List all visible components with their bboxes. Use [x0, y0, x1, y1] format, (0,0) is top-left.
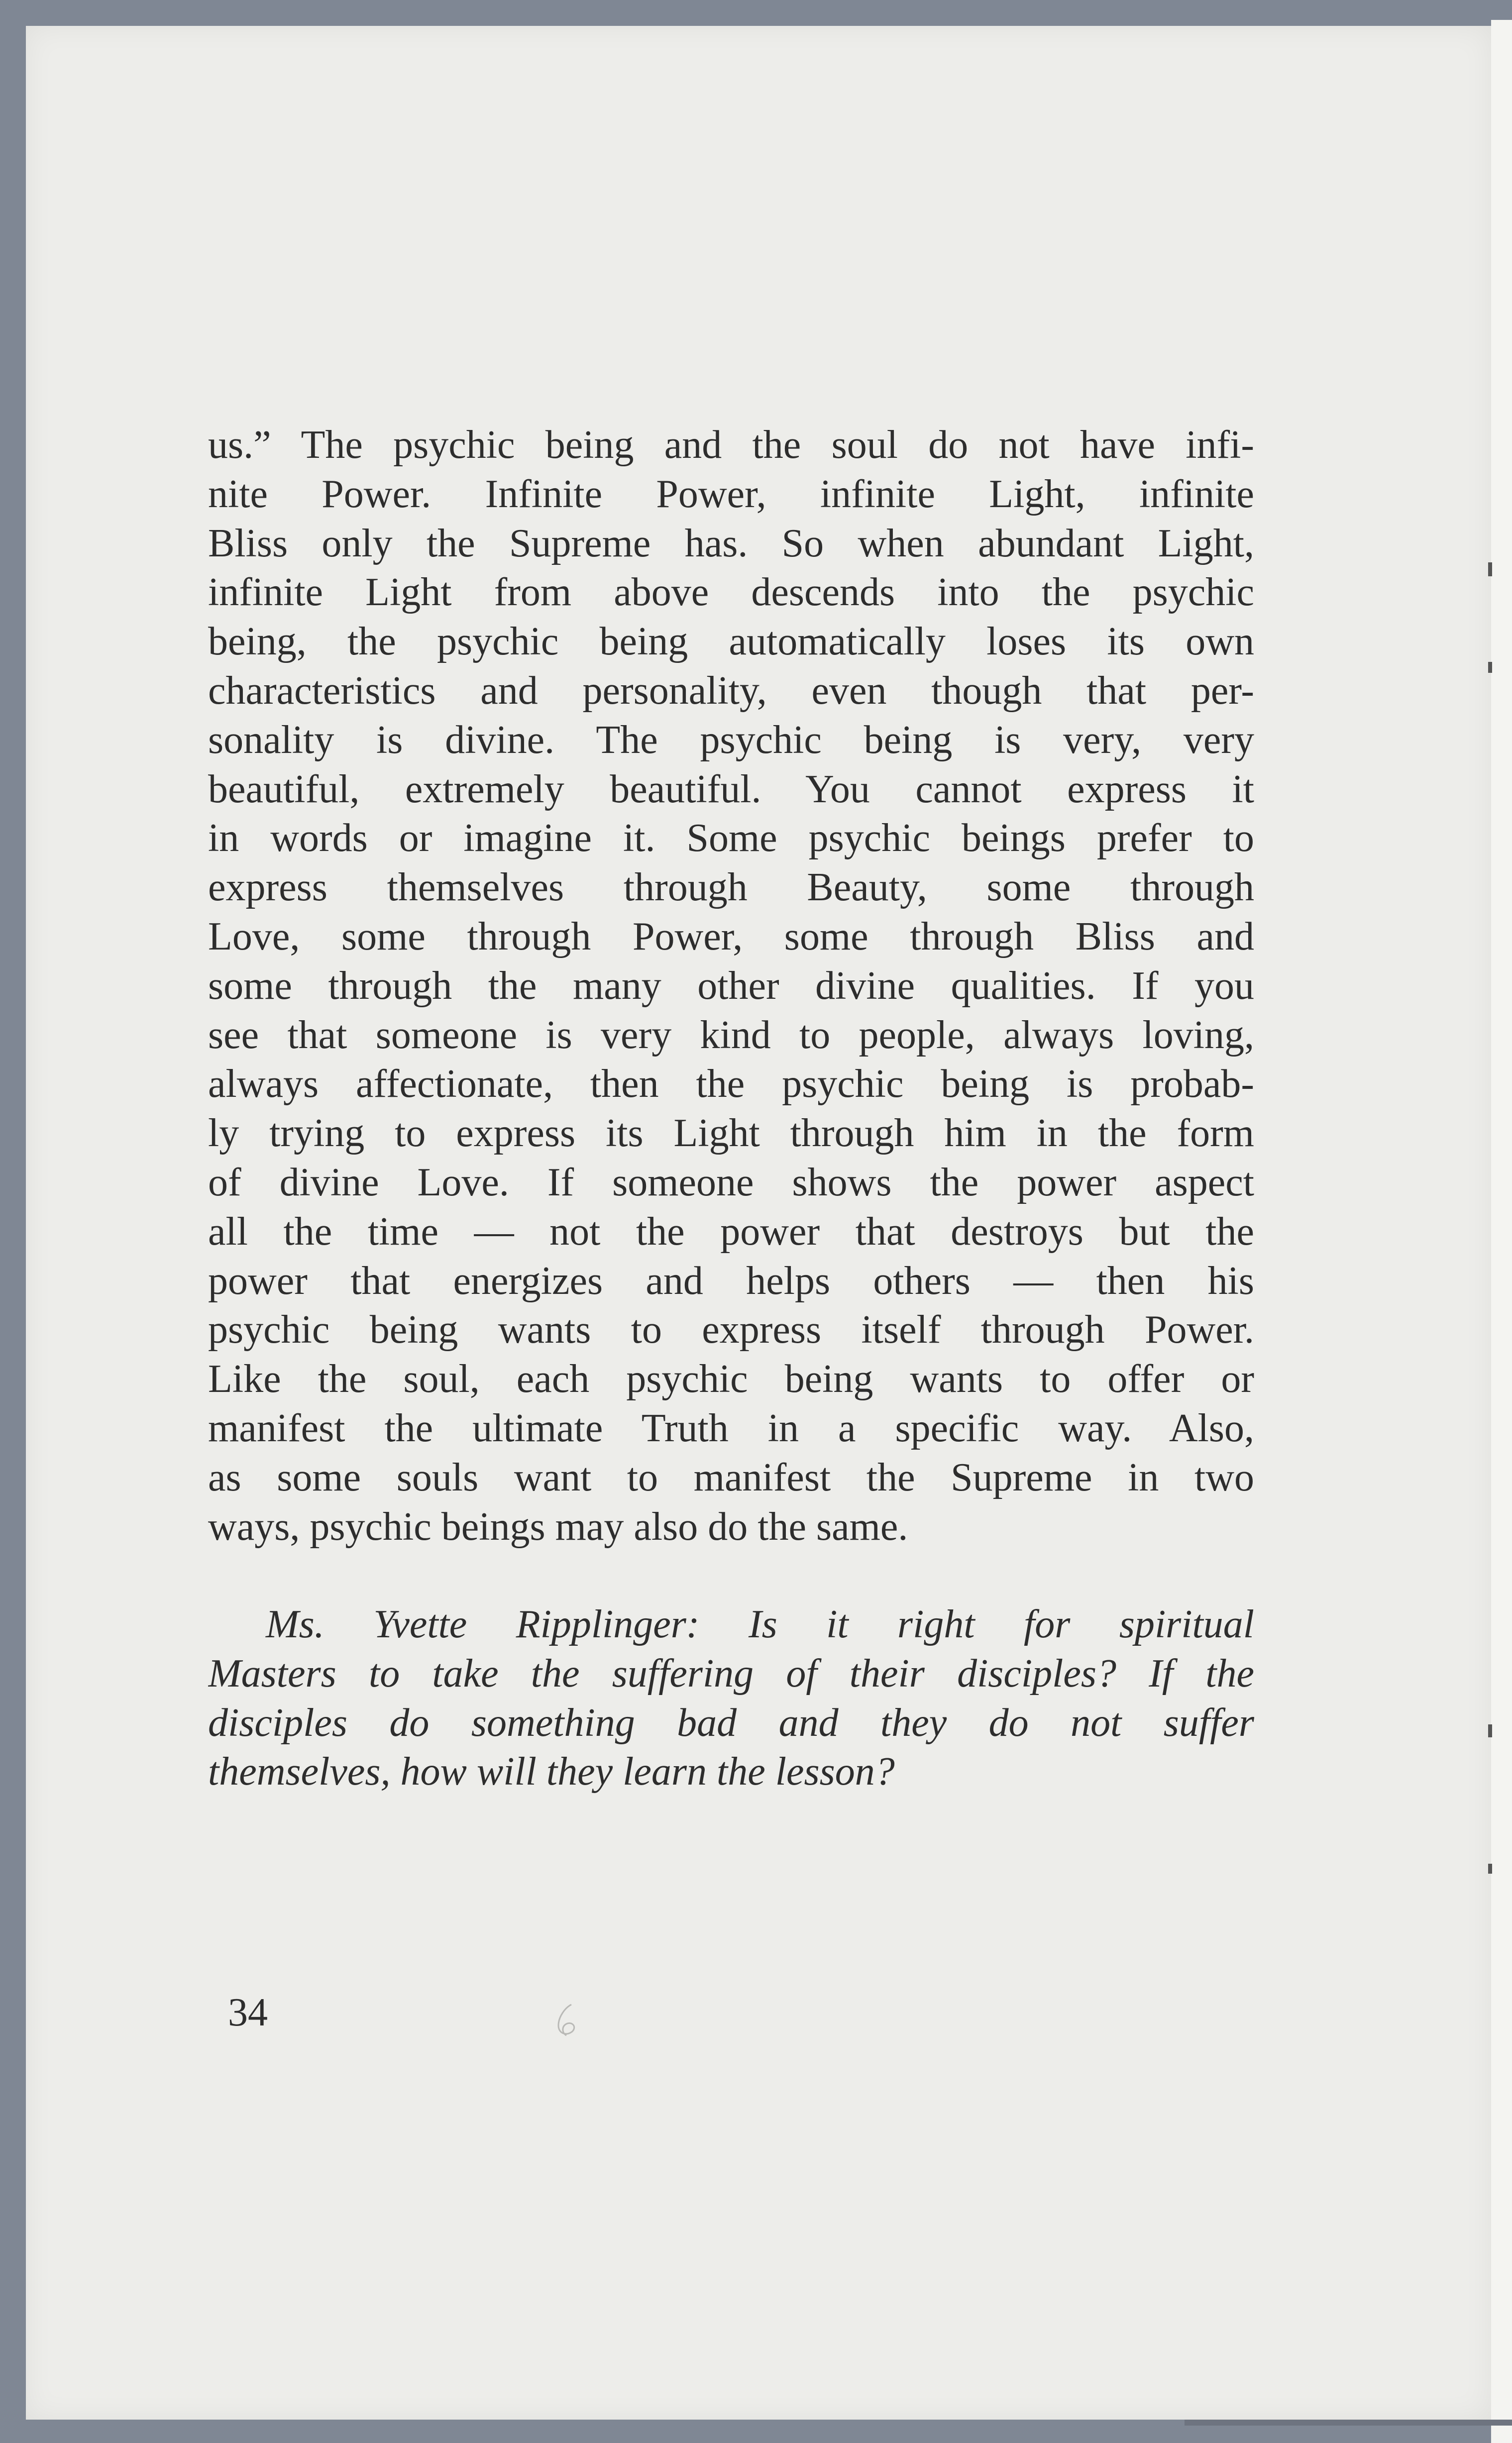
body-paragraph	[208, 421, 1254, 1551]
paragraph-line: characteristics and personality, even though that per-	[208, 668, 1254, 713]
pencil-mark-icon	[551, 2001, 581, 2040]
question-line: disciples do something bad and they do not suffer	[208, 1700, 1254, 1745]
paragraph-line: infinite Light from above descends into the psychic	[208, 570, 1254, 615]
paragraph-line: all the time — not the power that destroys but the	[208, 1209, 1254, 1254]
question-line: Ms. Yvette Ripplinger: Is it right for spiritual	[266, 1602, 1254, 1646]
paragraph-line: ly trying to express its Light through him in the form	[208, 1111, 1254, 1156]
question-line: themselves, how will they learn the lesson?	[208, 1750, 895, 1794]
paragraph-line: always affectionate, then the psychic being is probab-	[208, 1062, 1254, 1106]
paragraph-line: Bliss only the Supreme has. So when abundant Light,	[208, 521, 1254, 565]
scan-mark	[1488, 1724, 1492, 1737]
paragraph-line: beautiful, extremely beautiful. You cannot express it	[208, 767, 1254, 811]
paragraph-line: nite Power. Infinite Power, infinite Light, infinite	[208, 472, 1254, 516]
paragraph-line: as some souls want to manifest the Supreme in two	[208, 1455, 1254, 1499]
paragraph-line: express themselves through Beauty, some through	[208, 865, 1254, 910]
page-bottom-edge	[1185, 2420, 1512, 2426]
paragraph-line: in words or imagine it. Some psychic beings prefer to	[208, 816, 1254, 860]
paragraph-line: ways, psychic beings may also do the same.	[208, 1504, 908, 1549]
paragraph-line: manifest the ultimate Truth in a specific way. Also,	[208, 1406, 1254, 1450]
question-line: Masters to take the suffering of their disciples? If the	[208, 1651, 1254, 1696]
paragraph-line: some through the many other divine qualities. If you	[208, 963, 1254, 1008]
paragraph-line: us.” The psychic being and the soul do not have infi-	[208, 423, 1254, 467]
paragraph-line: power that energizes and helps others — then his	[208, 1259, 1254, 1303]
scan-mark	[1488, 562, 1492, 576]
scan-mark	[1488, 1864, 1492, 1874]
paragraph-line: being, the psychic being automatically loses its own	[208, 620, 1254, 664]
paragraph-line: psychic being wants to express itself through Power.	[208, 1308, 1254, 1352]
paragraph-line: of divine Love. If someone shows the power aspect	[208, 1160, 1254, 1204]
page-edge	[1491, 20, 1512, 2443]
scan-mark	[1488, 662, 1492, 673]
question-paragraph	[208, 1600, 1254, 1797]
paragraph-line: see that someone is very kind to people, always loving,	[208, 1013, 1254, 1057]
paragraph-line: sonality is divine. The psychic being is very, very	[208, 718, 1254, 762]
page-number: 34	[228, 1991, 268, 2034]
paragraph-line: Love, some through Power, some through Bliss and	[208, 914, 1254, 958]
paragraph-line: Like the soul, each psychic being wants to offer or	[208, 1357, 1254, 1401]
